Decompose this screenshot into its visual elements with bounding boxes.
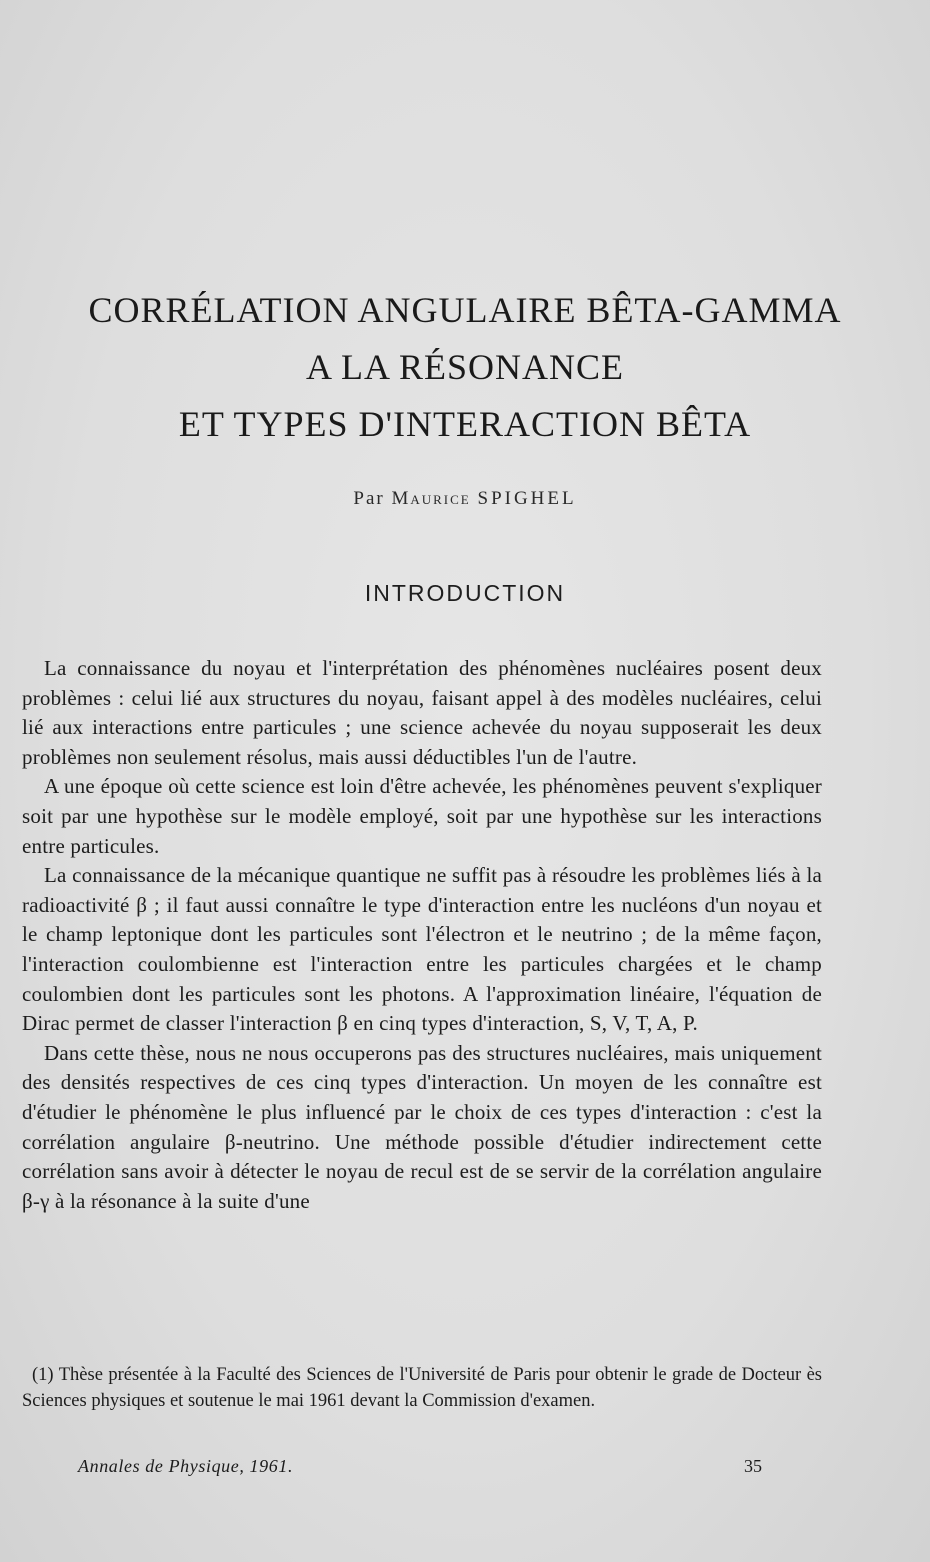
body-text [22,654,822,1216]
author-byline [0,488,930,510]
paragraph-3: La connaissance de la mécanique quantique ne suffit pas à résoudre les problèmes liés à la radioactivité β ; il faut aussi connaître le type d'interaction entre les nucléons d'un noyau et le champ leptonique dont les particules sont l'électron et le neutrino ; de la même façon, l'interaction coulombienne est l'interaction entre les particules chargées et le champ coulombien dont les particules sont les photons. A l'approximation linéaire, l'équation de Dirac permet de classer l'interaction β en cinq types d'interaction, S, V, T, A, P. [22,863,822,1036]
title-line-1: CORRÉLATION ANGULAIRE BÊTA-GAMMA [88,290,842,330]
title-line-3: ET TYPES D'INTERACTION BÊTA [178,404,752,444]
paragraph-4: Dans cette thèse, nous ne nous occuperons pas des structures nucléaires, mais uniquement des densités respectives de ces cinq types d'interaction. Un moyen de les connaître est d'étudier le phénomène le plus influencé par le choix de ces types d'interaction : c'est la corrélation angulaire β-neutrino. Une méthode possible d'étudier indirectement cette corrélation sans avoir à détecter le noyau de recul est de se servir de la corrélation angulaire β-γ à la résonance à la suite d'une [22,1040,822,1213]
author-first-name: Maurice [391,488,471,509]
title-line-2: A LA RÉSONANCE [305,347,625,387]
paragraph-2: A une époque où cette science est loin d'être achevée, les phénomènes peuvent s'expliquer soit par une hypothèse sur le modèle employé, soit par une hypothèse sur les interactions entre particules. [22,774,822,858]
paragraph-1: La connaissance du noyau et l'interprétation des phénomènes nucléaires posent deux problèmes : celui lié aux structures du noyau, faisant appel à des modèles nucléaires, celui lié aux interactions entre particules ; une science achevée du noyau supposerait les deux problèmes non seulement résolus, mais aussi déductibles l'un de l'autre. [22,656,822,769]
page-number: 35 [744,1456,762,1476]
footnote [22,1362,822,1414]
footnote-marker: (1) [32,1365,54,1385]
journal-reference: Annales de Physique, 1961. [78,1456,294,1476]
footnote-text: Thèse présentée à la Faculté des Sciences de l'Université de Paris pour obtenir le grade de Docteur ès Sciences physiques et soutenue le mai 1961 devant la Commission d'examen. [22,1365,822,1411]
author-surname: SPIGHEL [477,488,577,509]
section-heading: INTRODUCTION [364,580,566,606]
paper-title [0,282,930,453]
author-prefix: Par [353,488,385,509]
